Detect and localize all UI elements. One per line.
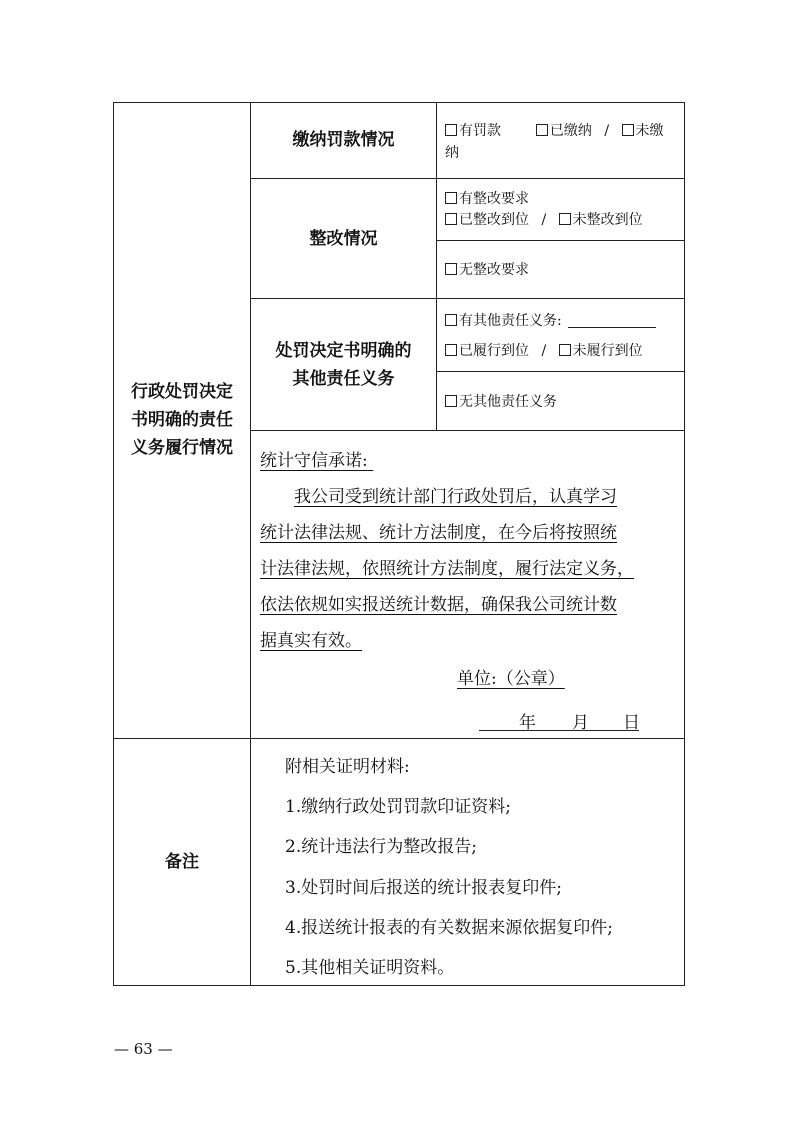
remarks-item-1: 1.缴纳行政处罚罚款印证资料; [285, 797, 511, 817]
remarks-intro: 附相关证明材料: [285, 757, 410, 777]
checkbox-other-not-done[interactable] [559, 344, 571, 356]
checkbox-rectify-done[interactable] [445, 213, 457, 225]
fine-label: 缴纳罚款情况 [292, 130, 395, 150]
opt-rectify-not-done: 未整改到位 [572, 212, 643, 228]
pledge-line-2 [260, 515, 680, 551]
opt-other-has: 有其他责任义务: [459, 313, 562, 329]
checkbox-has-fine[interactable] [445, 124, 457, 136]
pledge-line-1 [260, 479, 680, 515]
pledge-block [260, 443, 680, 659]
left-header-line-3: 义务履行情况 [131, 438, 233, 458]
fine-options-line [445, 120, 664, 142]
rectify-sep: / [541, 212, 547, 228]
opt-unpaid-2: 纳 [445, 145, 459, 161]
left-header-line-2: 书明确的责任 [131, 410, 233, 430]
date-day: 日 [623, 713, 640, 733]
other-duties-label-1: 处罚决定书明确的 [275, 340, 412, 361]
opt-has-fine: 有罚款 [459, 123, 501, 139]
date-month: 月 [572, 713, 589, 733]
rectify-status-line [445, 209, 643, 231]
opt-other-not-done: 未履行到位 [572, 343, 643, 359]
other-none-line [445, 391, 557, 413]
rectify-required-line [445, 188, 529, 210]
rectify-none-line [445, 259, 529, 281]
form-table [113, 102, 685, 986]
page-number: — 63 — [114, 1040, 173, 1058]
pledge-line-4 [260, 587, 680, 623]
rectify-label: 整改情况 [309, 228, 378, 249]
other-duties-label [251, 299, 436, 430]
remarks-item-5: 5.其他相关证明资料。 [285, 958, 455, 978]
pledge-title [260, 443, 680, 479]
other-sep: / [541, 343, 547, 359]
row-divider-other-sub [436, 371, 685, 372]
opt-paid: 已缴纳 [549, 123, 592, 139]
opt-other-done: 已履行到位 [459, 343, 529, 359]
opt-rectify-done: 已整改到位 [459, 212, 529, 228]
pledge-line-5 [260, 623, 680, 659]
pledge-line-5-text: 据真实有效。 [260, 631, 362, 651]
pledge-line-1-text: 我公司受到统计部门行政处罚后，认真学习 [294, 487, 617, 507]
remarks-item-3: 3.处罚时间后报送的统计报表复印件; [285, 878, 562, 898]
date-line[interactable] [479, 708, 639, 731]
pledge-line-3-text: 计法律法规，依照统计方法制度，履行法定义务， [260, 559, 634, 579]
other-duties-blank[interactable] [568, 313, 656, 328]
remarks-label: 备注 [165, 852, 199, 872]
row-divider-other [250, 430, 685, 431]
unit-seal-label: 单位:（公章） [457, 669, 565, 689]
checkbox-paid[interactable] [536, 124, 548, 136]
fine-sep: / [604, 123, 610, 139]
checkbox-other-done[interactable] [445, 344, 457, 356]
pledge-line-2-text: 统计法律法规、统计方法制度，在今后将按照统 [260, 523, 617, 543]
pledge-title-underline-tail [368, 443, 380, 479]
other-duties-label-2: 其他责任义务 [292, 368, 395, 389]
opt-other-none: 无其他责任义务 [459, 394, 557, 410]
checkbox-rectify-not-done[interactable] [559, 213, 571, 225]
pledge-line-4-text: 依法依规如实报送统计数据，确保我公司统计数 [260, 595, 617, 615]
left-header [114, 102, 250, 738]
other-status-line [445, 340, 643, 362]
checkbox-rectify-none[interactable] [445, 263, 457, 275]
row-divider-rectify-sub [436, 240, 685, 241]
checkbox-other-none[interactable] [445, 395, 457, 407]
remarks-item-4: 4.报送统计报表的有关数据来源依据复印件; [285, 918, 613, 938]
pledge-title-text: 统计守信承诺: [260, 451, 368, 471]
left-header-line-1: 行政处罚决定 [131, 382, 233, 402]
column-divider-2 [436, 102, 437, 430]
date-year: 年 [519, 713, 536, 733]
pledge-line-3 [260, 551, 680, 587]
checkbox-unpaid[interactable] [622, 124, 634, 136]
opt-rectify-none: 无整改要求 [459, 262, 529, 278]
opt-rectify-required: 有整改要求 [459, 191, 529, 207]
checkbox-other-has[interactable] [445, 314, 457, 326]
remarks-item-2: 2.统计违法行为整改报告; [285, 837, 477, 857]
table-border-bottom [113, 985, 685, 986]
table-border-right [684, 102, 685, 986]
opt-unpaid-1: 未缴 [635, 123, 664, 139]
other-has-line [445, 310, 656, 332]
checkbox-rectify-required[interactable] [445, 192, 457, 204]
